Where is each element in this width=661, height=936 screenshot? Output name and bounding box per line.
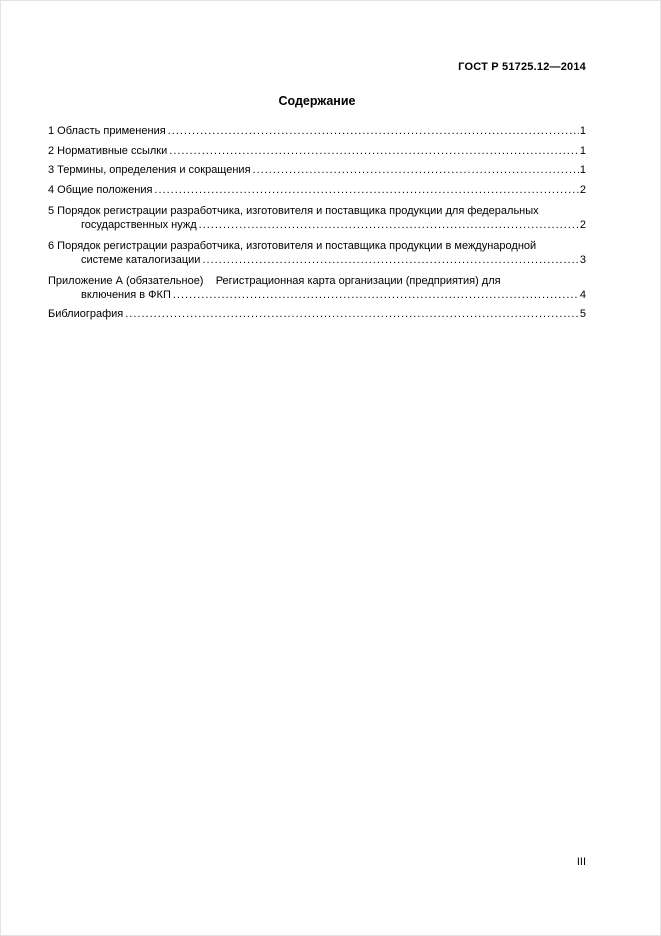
toc-entry-text-line1: Приложение А (обязательное) Регистрационная карта организации (предприятия) для (48, 275, 501, 287)
toc-entry-label: системе каталогизации (81, 253, 201, 266)
toc-entry-page: 3 (579, 253, 586, 266)
toc-entry-label: Библиография (48, 308, 124, 320)
toc-entry-page: 1 (579, 125, 586, 137)
toc-entry (48, 275, 586, 302)
dot-leader (173, 289, 579, 303)
toc-entry-page: 2 (579, 218, 586, 231)
toc-entry (48, 308, 586, 322)
dot-leader (202, 254, 578, 268)
toc-list (48, 125, 586, 328)
toc-entry-label: включения в ФКП (81, 288, 171, 301)
toc-entry (48, 164, 586, 178)
dot-leader (168, 125, 579, 139)
toc-entry (48, 125, 586, 139)
toc-entry-line (48, 125, 586, 139)
toc-entry-page: 5 (579, 308, 586, 320)
toc-entry-label: 3 Термины, определения и сокращения (48, 164, 251, 176)
page-number: III (576, 856, 586, 868)
toc-title: Содержание (278, 94, 356, 108)
toc-entry-page: 1 (579, 144, 586, 157)
toc-entry-text-line1: 6 Порядок регистрации разработчика, изготовителя и поставщика продукции в международной (48, 240, 537, 252)
toc-entry-text-line1: 5 Порядок регистрации разработчика, изготовителя и поставщика продукции для федеральных (48, 205, 539, 217)
toc-entry-line (48, 289, 586, 303)
toc-entry-line (48, 184, 586, 198)
toc-entry-line (48, 254, 586, 268)
toc-entry-line (48, 219, 586, 233)
toc-entry-label: государственных нужд (81, 218, 197, 231)
toc-entry-line (48, 308, 586, 322)
toc-entry-label: 4 Общие положения (48, 183, 153, 196)
toc-entry-line (48, 145, 586, 159)
toc-entry (48, 240, 586, 267)
toc-entry-line (48, 164, 586, 178)
toc-entry-label: 1 Область применения (48, 125, 166, 137)
toc-entry-page: 1 (579, 164, 586, 176)
dot-leader (253, 164, 579, 178)
toc-entry-page: 2 (579, 183, 586, 196)
toc-entry-page: 4 (579, 288, 586, 301)
dot-leader (125, 308, 579, 322)
toc-entry (48, 205, 586, 232)
dot-leader (169, 145, 579, 159)
dot-leader (199, 219, 579, 233)
toc-entry (48, 145, 586, 159)
toc-entry (48, 184, 586, 198)
toc-entry-label: 2 Нормативные ссылки (48, 144, 168, 157)
document-code: ГОСТ Р 51725.12—2014 (458, 61, 586, 73)
dot-leader (154, 184, 578, 198)
